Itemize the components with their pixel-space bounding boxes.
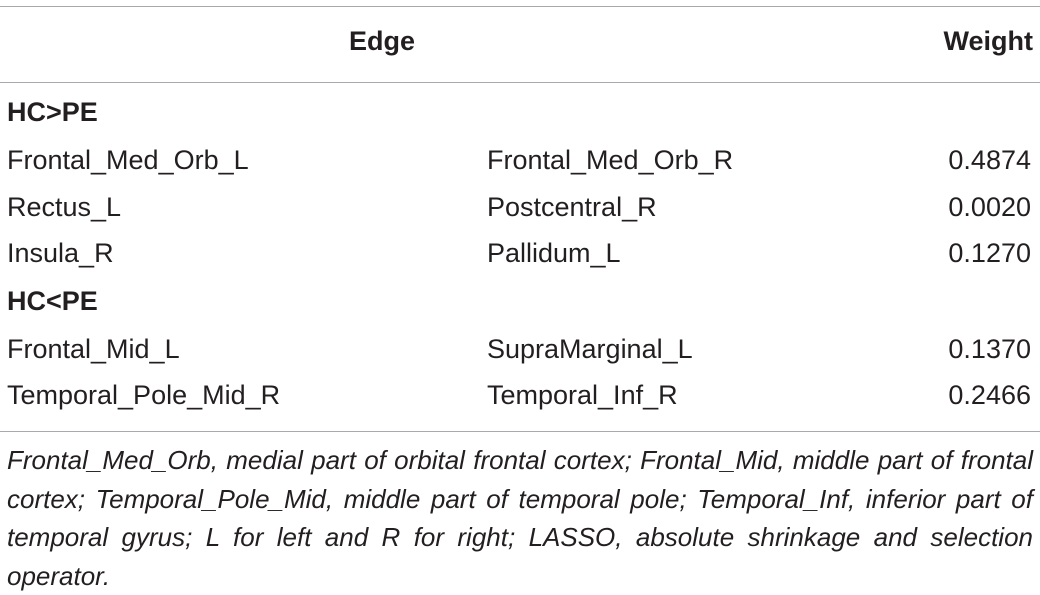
edge-from: Rectus_L bbox=[7, 192, 122, 222]
header-edge: Edge bbox=[349, 26, 416, 56]
header-rule bbox=[0, 82, 1040, 83]
table-footnote: Frontal_Med_Orb, medial part of orbital frontal cortex; Frontal_Mid, middle part of frontal cortex; Temporal_Pole_Mid, middle part of temporal pole; Temporal_Inf, inferior part of temporal gyrus; L for left and R for right; LASSO, absolute shrinkage and selection operator. bbox=[7, 445, 1033, 591]
edge-from: Frontal_Mid_L bbox=[7, 334, 180, 364]
top-rule bbox=[0, 6, 1040, 7]
edge-weight: 0.1370 bbox=[948, 334, 1031, 364]
edge-to: Pallidum_L bbox=[487, 238, 621, 268]
group-label: HC<PE bbox=[7, 286, 98, 316]
edge-from: Frontal_Med_Orb_L bbox=[7, 145, 249, 175]
edge-weight: 0.0020 bbox=[948, 192, 1031, 222]
edge-to: Temporal_Inf_R bbox=[487, 380, 678, 410]
bottom-rule bbox=[0, 431, 1040, 432]
edge-to: SupraMarginal_L bbox=[487, 334, 693, 364]
edge-weight: 0.2466 bbox=[948, 380, 1031, 410]
edge-to: Postcentral_R bbox=[487, 192, 657, 222]
header-weight: Weight bbox=[943, 26, 1033, 56]
edge-from: Temporal_Pole_Mid_R bbox=[7, 380, 281, 410]
edge-to: Frontal_Med_Orb_R bbox=[487, 145, 734, 175]
edge-weight: 0.1270 bbox=[948, 238, 1031, 268]
edge-from: Insula_R bbox=[7, 238, 114, 268]
group-label: HC>PE bbox=[7, 97, 98, 127]
edge-weight: 0.4874 bbox=[948, 145, 1031, 175]
